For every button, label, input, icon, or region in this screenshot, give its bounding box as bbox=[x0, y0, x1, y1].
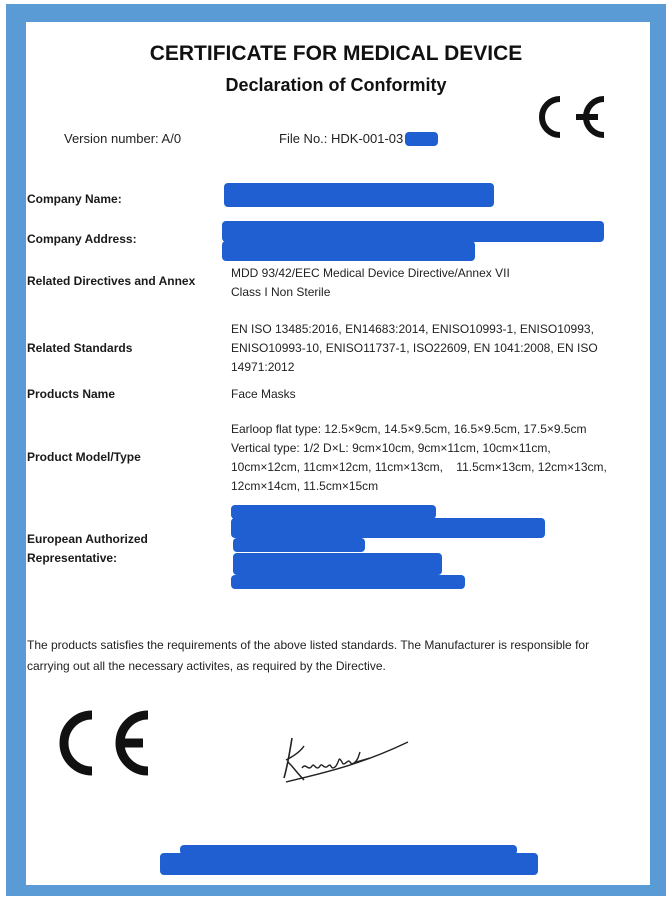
ce-mark-icon bbox=[522, 92, 612, 142]
directives-line-2: Class I Non Sterile bbox=[231, 285, 331, 299]
redacted-representative-2 bbox=[231, 518, 545, 538]
version-number: Version number: A/0 bbox=[64, 131, 182, 146]
standards-label: Related Standards bbox=[27, 341, 133, 355]
model-line-1: Earloop flat type: 12.5×9cm, 14.5×9.5cm, 16.5×9.5cm, 17.5×9.5cm bbox=[231, 422, 587, 436]
certificate-subtitle: Declaration of Conformity bbox=[225, 75, 447, 95]
standards-line-3: 14971:2012 bbox=[231, 360, 295, 374]
products-name-label: Products Name bbox=[27, 387, 116, 401]
statement-line-1: The products satisfies the requirements of the above listed standards. The Manufacturer is responsible for bbox=[27, 638, 590, 652]
company-name-label: Company Name: bbox=[27, 192, 122, 206]
products-name-value: Face Masks bbox=[231, 387, 296, 401]
directives-label: Related Directives and Annex bbox=[27, 274, 196, 288]
representative-label-line2: Representative: bbox=[27, 551, 118, 565]
company-address-label: Company Address: bbox=[27, 232, 137, 246]
redacted-file-suffix bbox=[405, 132, 438, 146]
redacted-company-address-line1 bbox=[222, 221, 604, 242]
compliance-statement bbox=[27, 635, 645, 677]
standards-line-1: EN ISO 13485:2016, EN14683:2014, ENISO10993-1, ENISO10993, bbox=[231, 322, 594, 336]
certificate-title: CERTIFICATE FOR MEDICAL DEVICE bbox=[149, 42, 523, 65]
redacted-representative-1 bbox=[231, 505, 436, 519]
representative-label-line1: European Authorized bbox=[27, 532, 148, 546]
redacted-representative-4 bbox=[233, 553, 442, 575]
model-line-4: 12cm×14cm, 11.5cm×15cm bbox=[231, 479, 379, 493]
model-line-3: 10cm×12cm, 11cm×12cm, 11cm×13cm, 11.5cm×13cm, 12cm×13cm, bbox=[231, 460, 607, 474]
standards-line-2: ENISO10993-10, ENISO11737-1, ISO22609, EN 1041:2008, EN ISO bbox=[231, 341, 598, 355]
model-line-2: Vertical type: 1/2 D×L: 9cm×10cm, 9cm×11cm, 10cm×11cm, bbox=[231, 441, 551, 455]
statement-line-2: carrying out all the necessary activites, as required by the Directive. bbox=[27, 659, 386, 673]
signature-image bbox=[278, 732, 413, 788]
redacted-representative-5 bbox=[231, 575, 465, 589]
redacted-company-name bbox=[224, 183, 494, 207]
redacted-representative-3 bbox=[233, 538, 365, 552]
redacted-footer-2 bbox=[160, 853, 538, 875]
redacted-company-address-line2 bbox=[222, 241, 475, 261]
ce-mark-large-icon bbox=[40, 706, 154, 780]
directives-line-1: MDD 93/42/EEC Medical Device Directive/Annex VII bbox=[231, 266, 510, 280]
file-number: File No.: HDK-001-03 bbox=[279, 131, 404, 146]
product-model-label: Product Model/Type bbox=[27, 450, 141, 464]
